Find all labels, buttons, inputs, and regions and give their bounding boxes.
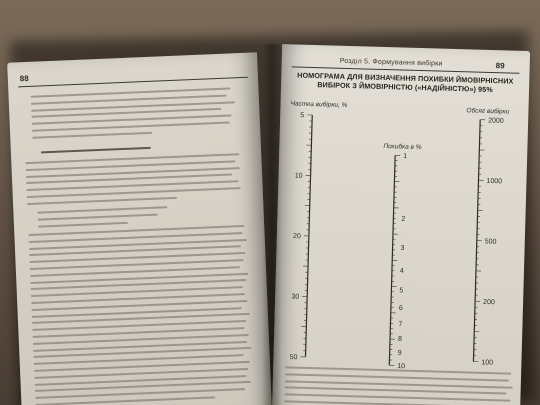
nomogram-tick-label: 50 [289,353,298,362]
nomogram-tick-label: 5 [300,112,305,120]
text-line [27,197,177,205]
text-line [38,221,128,227]
section-subheading [41,147,151,154]
nomogram-tick-label: 5 [399,287,404,295]
nomogram-tick-label: 1000 [486,177,503,186]
running-header: Розділ 5. Формування вибірки [339,57,443,68]
nomogram-tick-label: 10 [294,172,303,180]
book-gutter [262,44,282,405]
nomogram-tick-label: 100 [481,359,494,367]
nomogram-tick-label: 500 [484,238,497,246]
nomogram-scale-label: Похибка в % [383,143,422,152]
nomogram-tick-label: 6 [398,304,403,313]
nomogram-tick-label: 4 [399,267,404,275]
nomogram-tick-label: 2 [401,215,406,223]
nomogram-title: НОМОГРАМА ДЛЯ ВИЗНАЧЕННЯ ПОХИБКИ ЙМОВІРНІСНИХ ВИБІРОК З ЙМОВІРНІСТЮ («НАДІЙНІСТЮ») 95% [297,70,514,95]
nomogram-tick-label: 10 [397,362,406,371]
left-header-rule [18,77,248,88]
nomogram-tick-label: 7 [398,321,403,329]
text-line [32,132,152,139]
left-page [7,52,272,405]
nomogram-tick-label: 9 [397,349,402,357]
nomogram-scale-label: Частка вибірки, % [290,100,348,109]
nomogram-tick-label: 20 [292,233,301,241]
nomogram-tick-label: 8 [397,335,403,343]
text-line [37,206,167,213]
right-page [272,44,530,405]
nomogram-tick-label: 200 [482,298,495,307]
nomogram-tick-label: 3 [400,244,405,252]
nomogram-tick-label: 1 [403,153,408,161]
nomogram-tick-label: 30 [291,293,300,301]
right-page-number: 89 [495,61,505,71]
text-line [38,213,158,220]
nomogram-tick-label: 2000 [488,117,504,125]
nomogram-figure [272,44,530,405]
left-page-number: 88 [19,73,29,84]
nomogram-scale-label: Обсяг вибірки [466,107,510,116]
